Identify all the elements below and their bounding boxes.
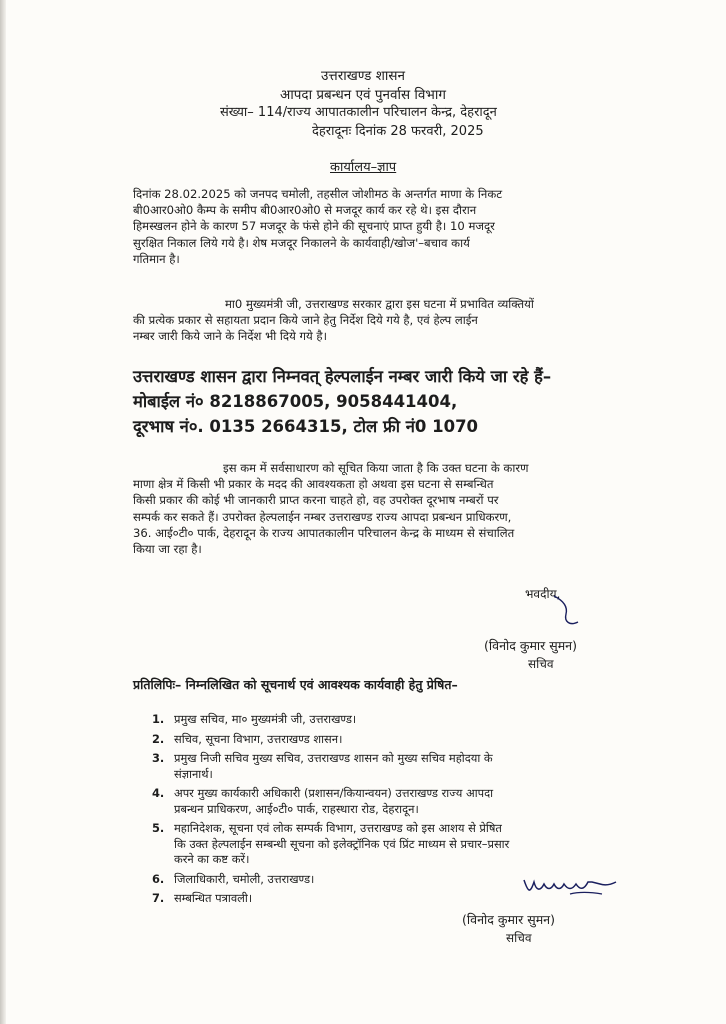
memo-title: कार्यालय–ज्ञाप — [330, 160, 397, 175]
list-item-text: महानिदेशक, सूचना एवं लोक सम्पर्क विभाग, उत्तराखण्ड को इस आशय से प्रेषित — [174, 821, 502, 835]
paragraph-line: मा0 मुख्यमंत्री जी, उत्तराखण्ड सरकार द्वारा इस घटना में प्रभावित व्यक्तियों — [225, 297, 534, 311]
paragraph-line: इस कम में सर्वसाधारण को सूचित किया जाता है कि उक्त घटना के कारण — [223, 461, 529, 475]
paragraph-line: गतिमान है। — [133, 251, 180, 266]
paragraph-line: सम्पर्क कर सकते हैं। उपरोक्त हेल्पलाईन नम्बर उत्तराखण्ड राज्य आपदा प्रबन्धन प्राधिकरण, — [133, 509, 512, 524]
department-heading: आपदा प्रबन्धन एवं पुनर्वास विभाग — [279, 87, 447, 103]
page-edge-shadow — [0, 0, 6, 1024]
list-item-text: प्रमुख सचिव, मा० मुख्यमंत्री जी, उत्तराखण्ड। — [174, 712, 357, 726]
list-item-text: प्रमुख निजी सचिव मुख्य सचिव, उत्तराखण्ड शासन को मुख्य सचिव महोदया के — [174, 751, 493, 765]
paragraph-line: नम्बर जारी किये जाने के निर्देश भी दिये गये है। — [133, 329, 327, 344]
list-item — [152, 712, 672, 728]
list-item — [152, 751, 672, 782]
paragraph-line: की प्रत्येक प्रकार से सहायता प्रदान किये जाने हेतु निर्देश दिये गये है, एवं हेल्प लाईन — [133, 313, 478, 328]
closing-salutation: भवदीय, — [525, 587, 561, 601]
list-item-text: संज्ञानार्थ। — [174, 766, 213, 781]
paragraph-line: किया जा रहा है। — [133, 542, 202, 557]
paragraph-cm-directive — [133, 296, 665, 345]
list-item — [152, 732, 672, 748]
list-item-text: प्रबन्धन प्राधिकरण, आई०टी० पार्क, राहस्धारा रोड, देहरादून। — [174, 801, 419, 816]
helpline-mobile: मोबाईल नं० 8218867005, 9058441404, — [133, 392, 458, 411]
signatory-name: (विनोद कुमार सुमन) — [484, 638, 577, 653]
signature-stroke-icon — [548, 592, 588, 628]
paragraph-public-notice — [133, 460, 665, 557]
paragraph-line: 36. आई०टी० पार्क, देहरादून के राज्य आपातकालीन परिचालन केन्द्र के माध्यम से संचालित — [133, 525, 515, 540]
list-item-number: 2. — [152, 731, 165, 746]
list-item-text: कि उक्त हेल्पलाईन सम्बन्धी सूचना को इलेक्ट्रॉनिक एवं प्रिंट माध्यम से प्रचार–प्रसार — [174, 836, 510, 851]
list-item — [152, 821, 672, 868]
paragraph-line: माणा क्षेत्र में किसी भी प्रकार के मदद की आवश्यकता हो अथवा इस घटना से सम्बन्धित — [133, 477, 494, 492]
signatory-designation-copy: सचिव — [506, 931, 532, 945]
paragraph-incident — [133, 186, 665, 267]
list-item — [152, 786, 672, 817]
paragraph-line: किसी प्रकार की कोई भी जानकारी प्राप्त करना चाहते हो, वह उपरोक्त दूरभाष नम्बरों पर — [133, 493, 499, 508]
list-item-text: अपर मुख्य कार्यकारी अधिकारी (प्रशासन/कियान्वयन) उत्तराखण्ड राज्य आपदा — [174, 786, 494, 800]
list-item-text: करने का कष्ट करें। — [174, 852, 250, 866]
list-item-number: 5. — [152, 821, 165, 835]
government-heading: उत्तराखण्ड शासन — [320, 68, 405, 84]
list-item-number: 1. — [152, 712, 165, 726]
paragraph-line: बी0आर0ओ0 कैम्प के समीप बी0आर0ओ0 से मजदूर कार्य कर रहे थे। इस दौरान — [133, 203, 477, 218]
date-line: देहरादूनः दिनांक 28 फरवरी, 2025 — [312, 124, 484, 139]
list-item-number: 3. — [152, 751, 165, 765]
list-item-text: सम्बन्धित पत्रावली। — [174, 891, 253, 905]
list-item-number: 4. — [152, 786, 165, 800]
list-item-number: 7. — [152, 891, 165, 905]
helpline-intro: उत्तराखण्ड शासन द्वारा निम्नवत् हेल्पलाईन नम्बर जारी किये जा रहे हैं– — [133, 367, 552, 386]
paragraph-line: दिनांक 28.02.2025 को जनपद चमोली, तहसील जोशीमठ के अन्तर्गत माणा के निकट — [133, 187, 503, 201]
list-item-text: जिलाधिकारी, चमोली, उत्तराखण्ड। — [174, 871, 315, 886]
paragraph-line: हिमस्खलन होने के कारण 57 मजदूर के फंसे होने की सूचनाएं प्राप्त हुयी है। 10 मजदूर — [133, 219, 495, 234]
handwritten-signature-icon — [520, 870, 620, 900]
reference-number: संख्या– 114/राज्य आपातकालीन परिचालन केन्द्र, देहरादून — [220, 105, 497, 120]
paragraph-line: सुरक्षित निकाल लिये गये है। शेष मजदूर निकालने के कार्यवाही/खोज'–बचाव कार्य — [133, 235, 470, 250]
copy-to-heading: प्रतिलिपिः– निम्नलिखित को सूचनार्थ एवं आवश्यक कार्यवाही हेतु प्रेषित– — [133, 677, 458, 692]
list-item-number: 6. — [152, 871, 165, 886]
signatory-designation: सचिव — [528, 657, 554, 671]
list-item-text: सचिव, सूचना विभाग, उत्तराखण्ड शासन। — [174, 731, 343, 746]
signatory-name-copy: (विनोद कुमार सुमन) — [462, 912, 555, 927]
helpline-phone: दूरभाष नं०. 0135 2664315, टोल फ्री नं0 1070 — [133, 417, 479, 436]
